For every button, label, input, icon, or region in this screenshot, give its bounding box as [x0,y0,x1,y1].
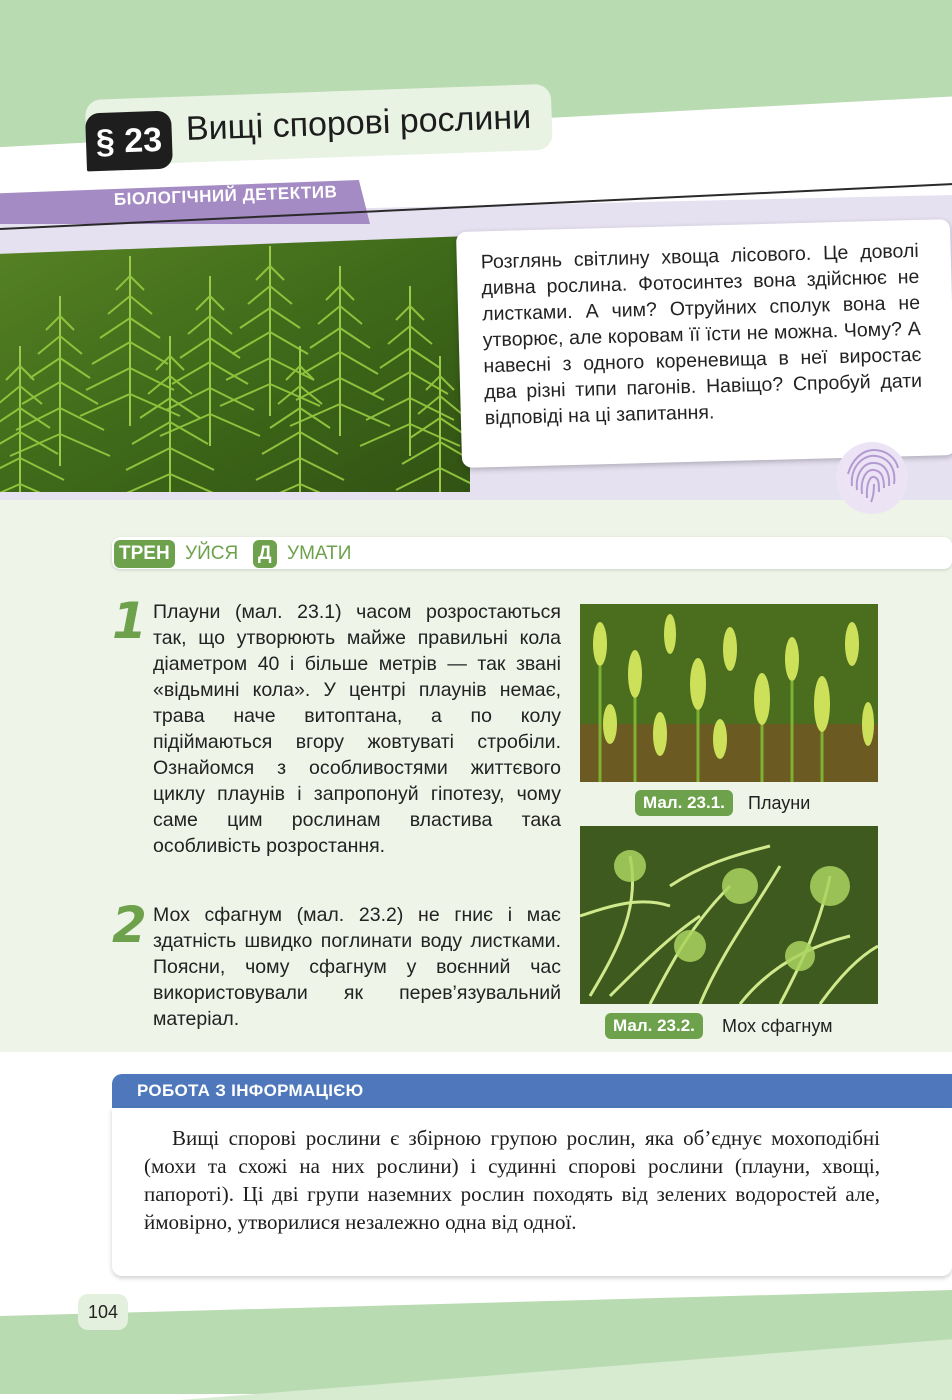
figure-label: Мал. 23.2. [605,1013,703,1039]
info-heading: РОБОТА З ІНФОРМАЦІЄЮ [137,1081,364,1100]
info-paragraph: Вищі спорові рослини є збірною групою рослин, яка об’єднує мохоподібні (мохи та схожі на них рослини) і судинні спорові рослини (плауни, хвощі, папороті). Ці дві групи наземних рослин походять від зелених водоростей але, ймовірно, утворилися незалежно одна від одної. [144,1126,880,1234]
detective-question-card [456,219,952,468]
page-number: 104 [78,1294,128,1330]
info-text [144,1124,880,1236]
task-number: 2 [112,896,147,954]
train-chip: ТРЕН [114,540,175,568]
fingerprint-icon [834,440,910,521]
paragraph-badge: § 23 [85,111,173,172]
figure-label: Мал. 23.1. [635,790,733,816]
clubmoss-photo [580,604,878,782]
train-rest: УЙСЯ [185,543,239,564]
task-number: 1 [112,592,147,650]
horsetail-photo [0,236,470,492]
think-chip: Д [253,540,277,568]
task-text: Плауни (мал. 23.1) часом розростаються так, що утворюють майже правильні кола діаметром 40 і більше метрів — так звані «відьмині кола». У центрі плаунів немає, трава наче витоптана, а по колу підіймаються вгору жовтуваті стробіли. Ознайомся з особливостями життєвого циклу плаунів і запропонуй гіпотезу, чому саме цим рослинам властива така особливість розростання. [153,601,561,857]
figure-caption: Мох сфагнум [722,1016,833,1036]
page-title: Вищі спорові рослини [185,97,532,148]
think-rest: УМАТИ [287,543,352,564]
sphagnum-photo [580,826,878,1004]
detective-question-text: Розглянь світлину хвоща лісового. Це доволі дивна рослина. Фотосинтез вона здійснює не листками. А чим? Отруйних сполук вона не утворює, але коровам її їсти не можна. Чому? А навесні з одного кореневища в неї виростає два різні типи пагонів. Навіщо? Спробуй дати відповіді на ці запитання. [480,239,923,430]
detective-label: БІОЛОГІЧНИЙ ДЕТЕКТИВ [113,182,338,209]
figure-caption: Плауни [748,793,811,813]
task-text: Мох сфагнум (мал. 23.2) не гниє і має здатність швидко поглинати воду листками. Поясни, чому сфагнум у воєнний час використовували як перев’язувальний матеріал. [153,904,561,1030]
